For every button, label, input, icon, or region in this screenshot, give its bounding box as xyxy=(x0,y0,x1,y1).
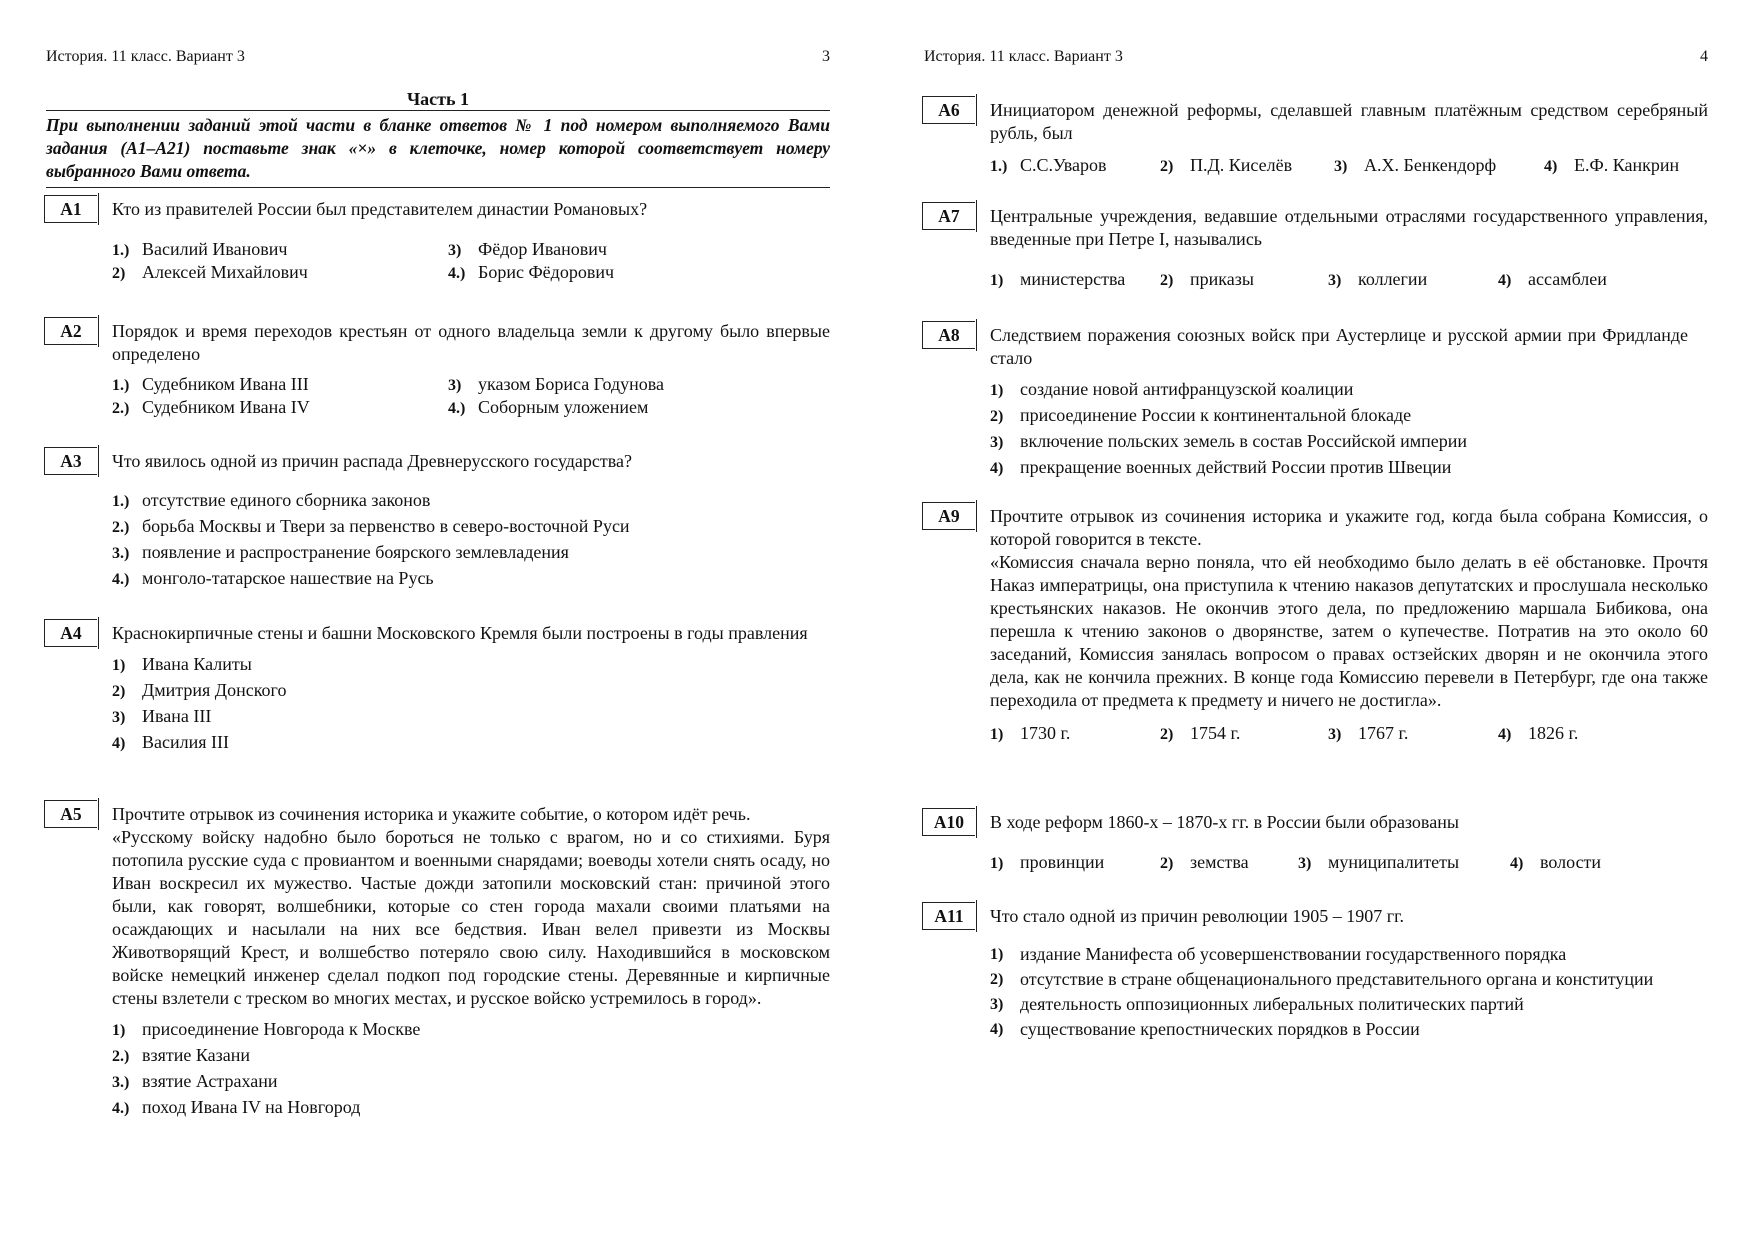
option-4[interactable]: 4) прекращение военных действий России против Швеции xyxy=(990,457,1452,477)
option-4[interactable]: 4.) поход Ивана IV на Новгород xyxy=(112,1097,361,1117)
option-4[interactable]: 4) существование крепостнических порядков в России xyxy=(990,1019,1420,1039)
options xyxy=(112,238,830,284)
option-3[interactable]: 3) коллегии xyxy=(1328,269,1428,289)
option-1[interactable]: 1) создание новой антифранцузской коалиции xyxy=(990,379,1354,399)
question-a2 xyxy=(46,320,830,419)
instruction-text: При выполнении заданий этой части в бланке ответов № 1 под номером выполняемого Вами задания (А1–А21) поставьте знак «×» в клеточке, номер которой соответствует номеру выбранного Вами ответа. xyxy=(46,115,830,181)
question-label: А11 xyxy=(922,902,975,930)
page-number: 4 xyxy=(1700,48,1708,65)
option-1[interactable]: 1) провинции xyxy=(990,852,1105,872)
option-4[interactable]: 4) Е.Ф. Канкрин xyxy=(1544,155,1680,175)
option-3[interactable]: 3) 1767 г. xyxy=(1328,723,1409,743)
option-2[interactable]: 2) земства xyxy=(1160,852,1249,872)
option-3[interactable]: 3) указом Бориса Годунова xyxy=(448,374,665,394)
option-3[interactable]: 3) А.Х. Бенкендорф xyxy=(1334,155,1497,175)
question-text: Что стало одной из причин революции 1905 – 1907 гг. xyxy=(990,906,1404,926)
option-4[interactable]: 4) 1826 г. xyxy=(1498,723,1579,743)
option-3[interactable]: 3) Ивана III xyxy=(112,706,212,726)
option-3[interactable]: 3) включение польских земель в состав Российской империи xyxy=(990,431,1468,451)
option-2[interactable]: 2) приказы xyxy=(1160,269,1254,289)
option-1[interactable]: 1.) С.С.Уваров xyxy=(990,155,1107,175)
option-1[interactable]: 1.) отсутствие единого сборника законов xyxy=(112,490,431,510)
page-number: 3 xyxy=(822,48,830,65)
question-label: А10 xyxy=(922,808,975,836)
page-header: История. 11 класс. Вариант 3 xyxy=(46,48,245,65)
question-label: А9 xyxy=(922,502,975,530)
question-text: Порядок и время переходов крестьян от одного владельца земли к другому было впервые определено xyxy=(112,321,830,364)
option-1[interactable]: 1.) Судебником Ивана III xyxy=(112,374,309,394)
option-4[interactable]: 4.) монголо-татарское нашествие на Русь xyxy=(112,568,434,588)
question-text: Прочтите отрывок из сочинения историка и укажите год, когда была собрана Комиссия, о которой говорится в тексте. xyxy=(990,506,1708,549)
options xyxy=(112,373,830,419)
option-4[interactable]: 4.) Борис Фёдорович xyxy=(448,262,615,282)
question-passage: «Комиссия сначала верно поняла, что ей необходимо было делать в её обстановке. Прочтя Наказ императрицы, она приступила к чтению наказов депутатских и прослушала несколько крестьянских наказов. Не окончив этого дела, по предложению маршала Бибикова, она перешла к чтению законов о дворянстве, затем о купечестве. Потратив на это около 60 заседаний, Комиссия занялась вопросом о правах остзейских дворян и не окончила этого дела, как не кончила прежних. В конце года Комиссию перевели в Петербург, где она также переходила от предмета к предмету и ничего не достигла». xyxy=(990,552,1708,710)
option-2[interactable]: 2) присоединение России к континентальной блокаде xyxy=(990,405,1412,425)
question-a4 xyxy=(46,622,830,756)
options xyxy=(990,722,1708,748)
options xyxy=(990,851,1708,877)
question-text: Что явилось одной из причин распада Древнерусского государства? xyxy=(112,451,632,471)
options xyxy=(990,268,1708,294)
question-a6 xyxy=(924,99,1708,180)
question-a10 xyxy=(924,811,1708,877)
option-3[interactable]: 3) деятельность оппозиционных либеральных политических партий xyxy=(990,994,1524,1014)
options xyxy=(990,377,1708,481)
option-4[interactable]: 4) Василия III xyxy=(112,732,229,752)
option-2[interactable]: 2) 1754 г. xyxy=(1160,723,1241,743)
option-2[interactable]: 2) П.Д. Киселёв xyxy=(1160,155,1293,175)
question-label: А8 xyxy=(922,321,975,349)
option-3[interactable]: 3) муниципалитеты xyxy=(1298,852,1460,872)
question-label: А3 xyxy=(44,447,97,475)
question-a7 xyxy=(924,205,1708,294)
page-header: История. 11 класс. Вариант 3 xyxy=(924,48,1123,65)
question-text: Центральные учреждения, ведавшие отдельными отраслями государственного управления, введенные при Петре I, назывались xyxy=(990,206,1708,249)
option-2[interactable]: 2) отсутствие в стране общенационального представительного органа и конституции xyxy=(990,969,1654,989)
options xyxy=(990,943,1708,1041)
option-1[interactable]: 1) 1730 г. xyxy=(990,723,1071,743)
option-1[interactable]: 1.) Василий Иванович xyxy=(112,239,288,259)
question-label: А2 xyxy=(44,317,97,345)
question-a5 xyxy=(46,803,830,1121)
question-a11 xyxy=(924,905,1708,1041)
question-a3 xyxy=(46,450,830,592)
option-4[interactable]: 4.) Соборным уложением xyxy=(448,397,649,417)
option-3[interactable]: 3.) появление и распространение боярского землевладения xyxy=(112,542,569,562)
question-label: А6 xyxy=(922,96,975,124)
option-1[interactable]: 1) присоединение Новгорода к Москве xyxy=(112,1019,421,1039)
question-label: А5 xyxy=(44,800,97,828)
question-label: А1 xyxy=(44,195,97,223)
option-2[interactable]: 2.) борьба Москвы и Твери за первенство в северо-восточной Руси xyxy=(112,516,630,536)
question-text: В ходе реформ 1860-х – 1870-х гг. в России были образованы xyxy=(990,812,1459,832)
option-1[interactable]: 1) министерства xyxy=(990,269,1126,289)
question-text: Кто из правителей России был представителем династии Романовых? xyxy=(112,199,648,219)
question-a1 xyxy=(46,198,830,284)
option-1[interactable]: 1) Ивана Калиты xyxy=(112,654,252,674)
question-text: Прочтите отрывок из сочинения историка и укажите событие, о котором идёт речь. xyxy=(112,804,751,824)
question-label: А7 xyxy=(922,202,975,230)
options xyxy=(112,1017,830,1121)
option-3[interactable]: 3) Фёдор Иванович xyxy=(448,239,607,259)
question-text: Краснокирпичные стены и башни Московского Кремля были построены в годы правления xyxy=(112,623,808,643)
option-3[interactable]: 3.) взятие Астрахани xyxy=(112,1071,278,1091)
options xyxy=(990,154,1708,180)
question-text: Инициатором денежной реформы, сделавшей главным платёжным средством серебряный рубль, был xyxy=(990,100,1708,143)
question-a9 xyxy=(924,505,1708,748)
option-1[interactable]: 1) издание Манифеста об усовершенствовании государственного порядка xyxy=(990,944,1567,964)
option-4[interactable]: 4) волости xyxy=(1510,852,1602,872)
question-label: А4 xyxy=(44,619,97,647)
option-4[interactable]: 4) ассамблеи xyxy=(1498,269,1607,289)
instruction-box xyxy=(46,110,830,188)
part-title: Часть 1 xyxy=(406,89,470,109)
options xyxy=(112,488,830,592)
question-passage: «Русскому войску надобно было бороться не только с врагом, но и со стихиями. Буря потопила русские суда с провиантом и военными снарядами; воеводы хотели снять осаду, но Иван воскресил их мужество. Частые дожди затопили московский стан: причиной этого были, как говорят, волшебники, которые со стен города махали своими платьями на осаждающих и насылали на них все бедствия. Иван велел привезти из Москвы Животворящий Крест, и волшебство потеряло свою силу. Находившийся в московском войске немецкий инженер сделал подкоп под городские стены. Деревянные и кирпичные стены взлетели с треском во многих местах, и русское войско устремилось в город». xyxy=(112,827,830,1008)
option-2[interactable]: 2.) взятие Казани xyxy=(112,1045,250,1065)
option-2[interactable]: 2.) Судебником Ивана IV xyxy=(112,397,310,417)
option-2[interactable]: 2) Алексей Михайлович xyxy=(112,262,308,282)
options xyxy=(112,652,830,756)
question-text: Следствием поражения союзных войск при Аустерлице и русской армии при Фридланде стало xyxy=(990,325,1688,368)
option-2[interactable]: 2) Дмитрия Донского xyxy=(112,680,287,700)
question-a8 xyxy=(924,324,1708,481)
